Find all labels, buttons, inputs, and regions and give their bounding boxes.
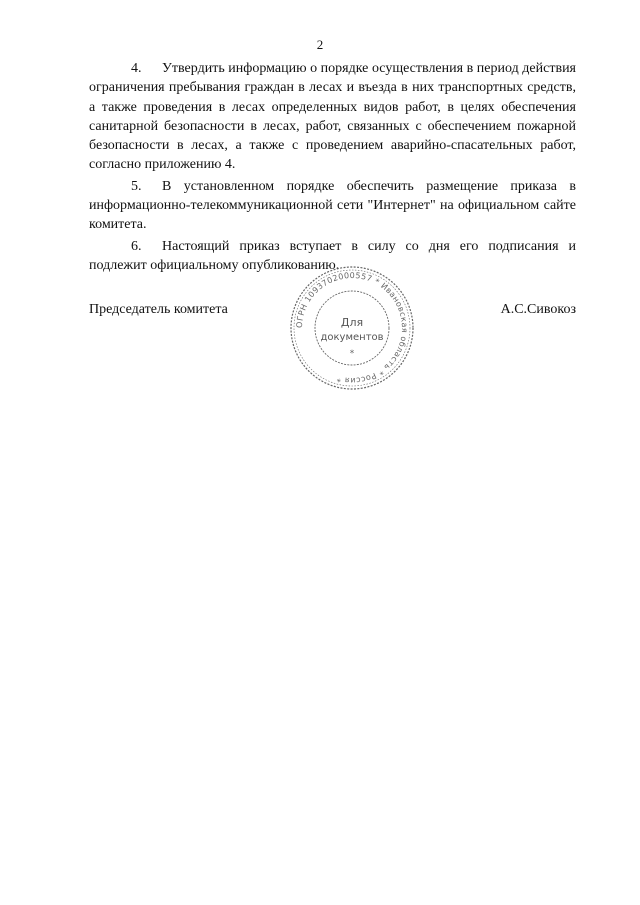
paragraph-number: 4. bbox=[131, 61, 142, 76]
signature-block bbox=[89, 270, 576, 412]
stamp-center-text-2: документов bbox=[320, 332, 384, 343]
paragraph-5 bbox=[89, 177, 576, 235]
stamp-ring-text: ОГРН 1093702000557 * Ивановская область * Россия * bbox=[294, 270, 410, 386]
stamp-center-text-1: Для bbox=[340, 316, 364, 329]
official-stamp bbox=[288, 264, 416, 392]
paragraph-4 bbox=[89, 59, 576, 175]
paragraph-number: 5. bbox=[131, 178, 142, 194]
page-number: 2 bbox=[316, 37, 324, 52]
signatory-name: А.С.Сивокоз bbox=[500, 302, 576, 317]
paragraph-text: В установленном порядке обеспечить размещение приказа в информационно-телекоммуникационной сети "Интернет" на официальном сайте комитета. bbox=[89, 178, 576, 233]
stamp-star-icon: * bbox=[349, 349, 355, 359]
paragraph-text: Утвердить информацию о порядке осуществления в период действия ограничения пребывания граждан в лесах и въезда в них транспортных средств, а также проведения в лесах определенных видов работ, в целях обеспечения санитарной безопасности в лесах, работ, связанных с обеспечением пожарной безопасности в лесах, а также с проведением аварийно-спасательных работ, согласно приложению 4. bbox=[89, 61, 576, 173]
document-body bbox=[89, 59, 576, 277]
paragraph-number: 6. bbox=[131, 238, 142, 254]
paragraph-text: Настоящий приказ вступает в силу со дня его подписания и подлежит официальному опубликованию. bbox=[89, 238, 576, 273]
signatory-title: Председатель комитета bbox=[89, 302, 228, 317]
